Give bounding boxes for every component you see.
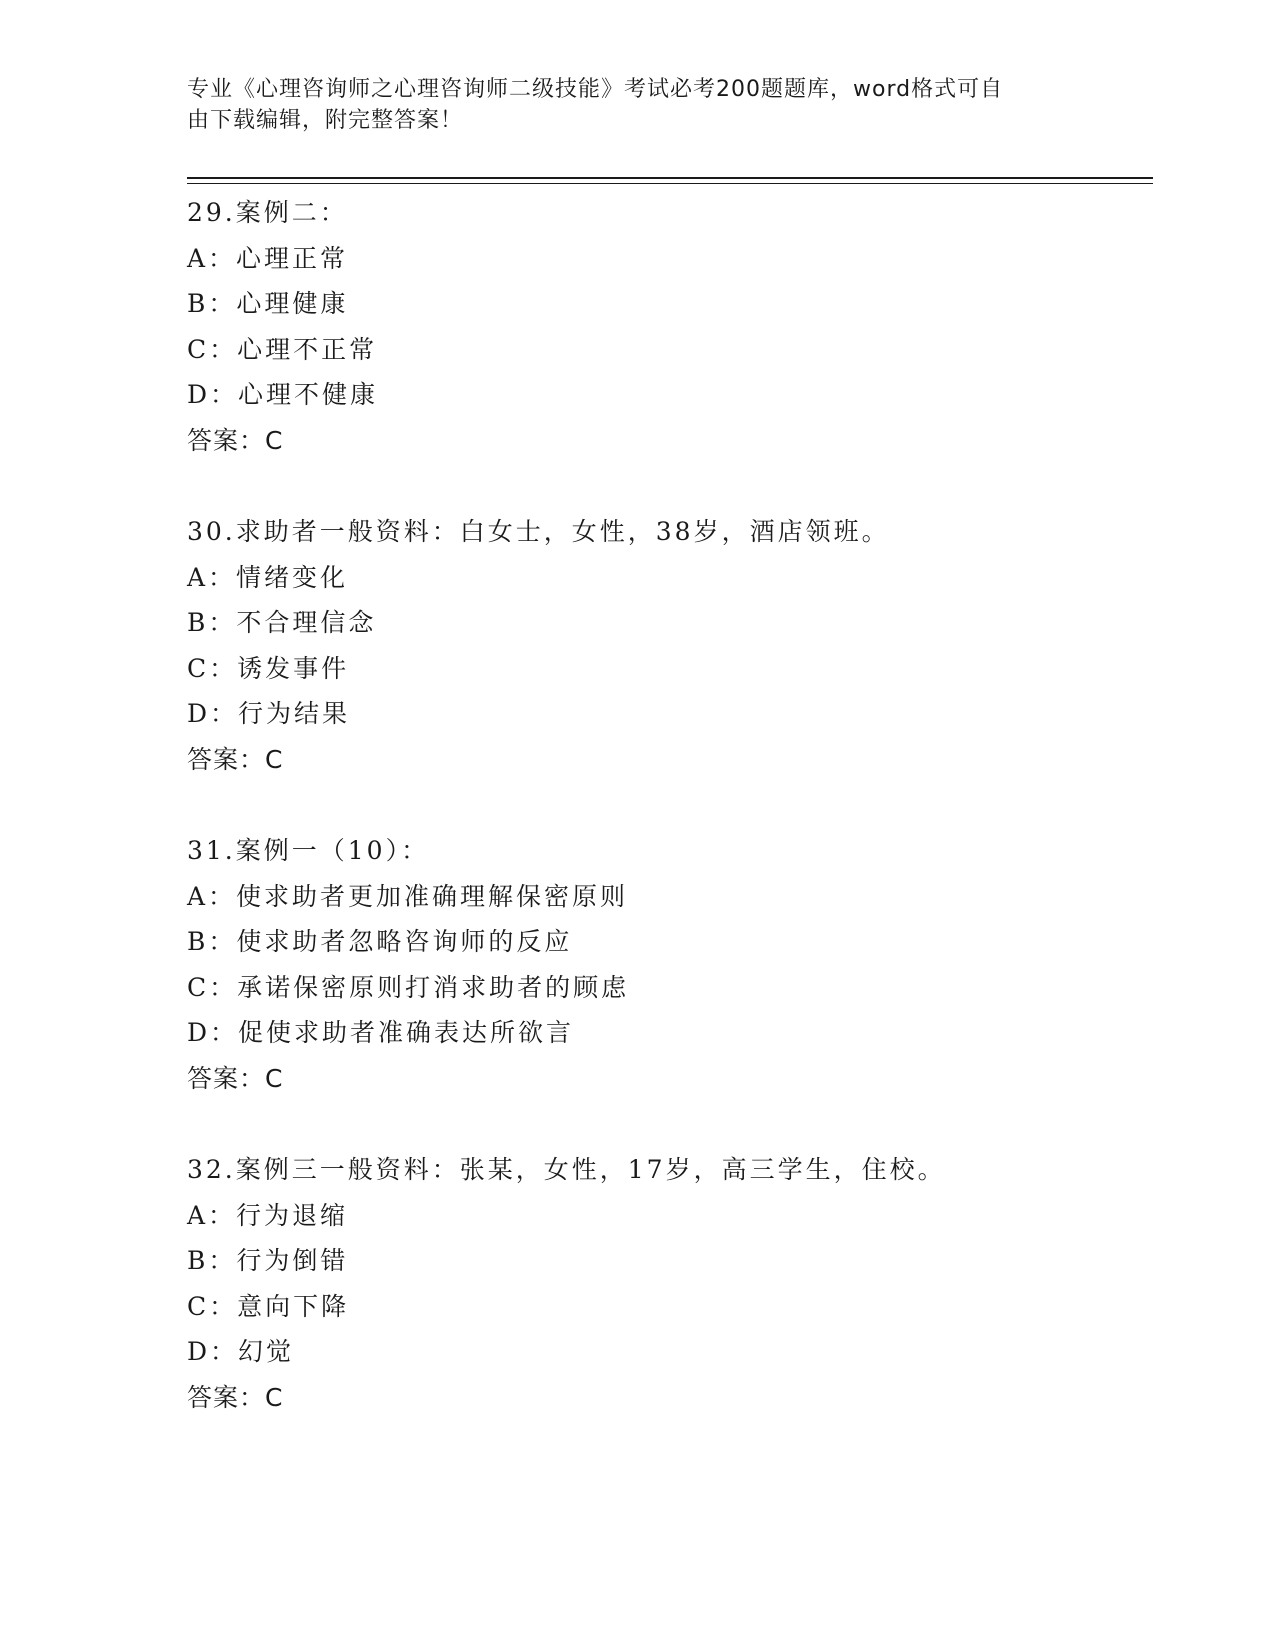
question-29: [187, 190, 1153, 463]
answer-line: 答案：C: [187, 744, 284, 774]
question-stem: 29.案例二：: [187, 198, 348, 227]
option-c: C：诱发事件: [187, 653, 350, 683]
answer-line: 答案：C: [187, 1063, 284, 1093]
question-30: [187, 509, 1153, 782]
header-divider-thin: [187, 183, 1153, 184]
header-line-2: 由下载编辑，附完整答案！: [187, 108, 464, 133]
document-header: [187, 74, 1067, 136]
question-32: [187, 1147, 1153, 1420]
answer-line: 答案：C: [187, 1382, 284, 1412]
option-b: B：使求助者忽略咨询师的反应: [187, 927, 573, 956]
option-b: B：行为倒错: [187, 1246, 349, 1275]
header-line-1: 专业《心理咨询师之心理咨询师二级技能》考试必考200题题库，word格式可自: [187, 77, 1004, 102]
option-a: A：心理正常: [187, 243, 349, 273]
option-a: A：行为退缩: [187, 1200, 349, 1230]
option-d: D：心理不健康: [187, 380, 379, 409]
question-stem: 31.案例一（10）：: [187, 836, 430, 865]
option-a: A：使求助者更加准确理解保密原则: [187, 881, 629, 911]
option-b: B：不合理信念: [187, 608, 377, 637]
option-c: C：承诺保密原则打消求助者的顾虑: [187, 972, 630, 1002]
question-stem: 30.求助者一般资料：白女士，女性，38岁，酒店领班。: [187, 517, 890, 546]
answer-line: 答案：C: [187, 425, 284, 455]
question-stem: 32.案例三一般资料：张某，女性，17岁，高三学生，住校。: [187, 1155, 946, 1184]
option-d: D：促使求助者准确表达所欲言: [187, 1018, 575, 1047]
option-d: D：行为结果: [187, 699, 351, 728]
option-a: A：情绪变化: [187, 562, 349, 592]
question-31: [187, 828, 1153, 1101]
option-d: D：幻觉: [187, 1337, 295, 1366]
option-b: B：心理健康: [187, 289, 349, 318]
option-c: C：心理不正常: [187, 334, 378, 364]
option-c: C：意向下降: [187, 1291, 350, 1321]
question-list: [187, 190, 1153, 1466]
header-divider-thick: [187, 177, 1153, 179]
